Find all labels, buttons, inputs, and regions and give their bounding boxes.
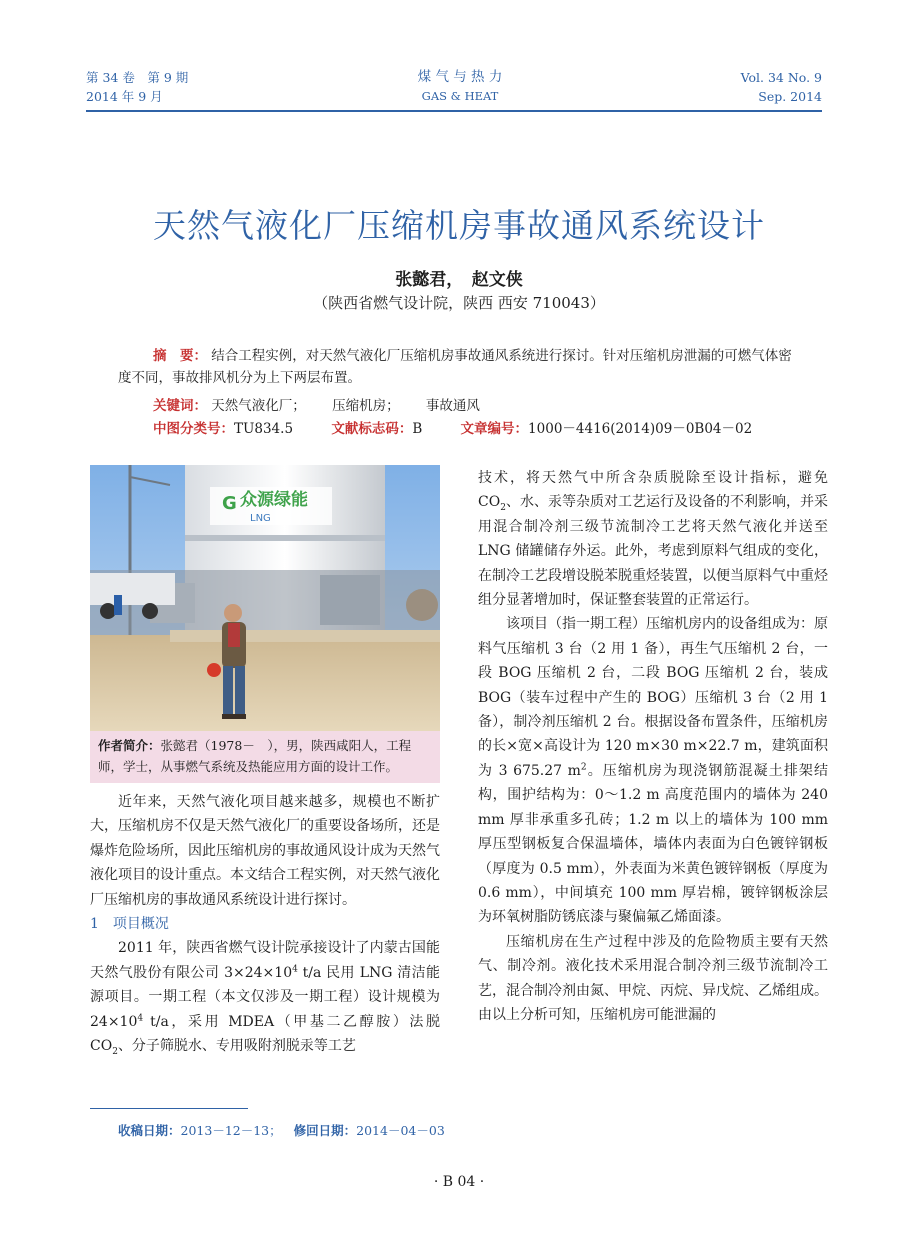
project-text-c: t/a，采用 MDEA（甲基二乙醇胺）法脱 CO <box>90 1013 440 1055</box>
sign-brand: 众源绿能 <box>240 490 308 510</box>
author-bio-label: 作者简介： <box>98 738 161 753</box>
project-sup-1: 4 <box>292 964 298 975</box>
author-bio <box>90 731 440 783</box>
process-paragraph <box>478 466 828 612</box>
header-rule <box>86 110 822 112</box>
journal-name-cn: 煤 气 与 热 力 <box>417 69 503 85</box>
issue-volume: 第 34 卷 第 9 期 <box>86 70 189 85</box>
journal-issue-cn <box>86 68 188 106</box>
keyword-1: 天然气液化厂； <box>211 398 306 414</box>
process-text-a: 技术，将天然气中所含杂质脱除至设计指标，避免 CO <box>478 470 828 511</box>
article-number-label: 文章编号： <box>460 421 529 437</box>
classification-row <box>153 418 752 440</box>
page-number: · B 04 · <box>433 1174 485 1190</box>
project-paragraph <box>90 936 440 1058</box>
project-text-d: 、分子筛脱水、专用吸附剂脱汞等工艺 <box>117 1038 356 1055</box>
tanker-truck <box>90 573 175 605</box>
article-number-value: 1000－4416(2014)09－0B04－02 <box>528 421 753 437</box>
section-heading-1: 1 项目概况 <box>90 916 169 933</box>
received-date: 2013－12－13； <box>180 1123 282 1138</box>
svg-text:G: G <box>222 493 237 514</box>
equipment-text-a: 该项目（指一期工程）压缩机房内的设备组成为：原料气压缩机 3 台（2 用 1 备），再生气压缩机 2 台，一段 BOG 压缩机 2 台，二段 BOG 压缩机 2 台，装成 BOG（装车过程中产生的 BOG）压缩机 3 台（2 用 1 备），制冷剂压缩机 2 台。根据设备布置条件，压缩机房的长×宽×高设计为 120 m×30 m×22.7 m，建筑面积为 3 675.27 m <box>478 616 828 779</box>
clc-label: 中图分类号： <box>153 421 234 437</box>
doc-code-label: 文献标志码： <box>331 421 413 437</box>
project-sub-1: 2 <box>112 1046 118 1057</box>
revised-date: 2014－04－03 <box>356 1123 445 1138</box>
keyword-2: 压缩机房； <box>332 398 400 414</box>
equipment-sup: 2 <box>580 762 587 773</box>
author-photo <box>90 465 440 731</box>
left-column <box>90 790 440 1058</box>
process-sub: 2 <box>500 503 506 514</box>
paper-title: 天然气液化厂压缩机房事故通风系统设计 <box>153 206 765 245</box>
abstract-text: 结合工程实例，对天然气液化厂压缩机房事故通风系统进行探讨。针对压缩机房泄漏的可燃气体密度不同，事故排风机分为上下两层布置。 <box>118 348 792 386</box>
equipment-text-b: 。压缩机房为现浇钢筋混凝土排架结构，围护结构为：0～1.2 m 高度范围内的墙体为 240 mm 厚非承重多孔砖；1.2 m 以上的墙体为 100 mm 厚压型钢板复合保温墙体，墙体内表面为白色镀锌钢板（厚度为 0.5 mm），外表面为米黄色镀锌钢板（厚度为 0.6 mm），中间填充 100 mm 厚岩棉，镀锌钢板涂层为环氧树脂防锈底漆与聚偏氟乙烯面漆。 <box>478 762 828 926</box>
issue-date: 2014 年 9 月 <box>86 89 163 104</box>
sign-sub: LNG <box>250 513 271 524</box>
project-text-a: 2011 年，陕西省燃气设计院承接设计了内蒙古国能天然气股份有限公司 3×24×10 <box>90 940 440 981</box>
right-column <box>478 466 828 1027</box>
issue-date-en: Sep. 2014 <box>758 89 822 104</box>
keyword-3: 事故通风 <box>425 398 480 414</box>
footnote-rule <box>90 1108 248 1109</box>
journal-name <box>380 68 540 106</box>
journal-issue-en <box>741 68 822 106</box>
project-sup-2: 4 <box>137 1013 144 1023</box>
abstract <box>118 345 800 389</box>
keywords-label: 关键词： <box>153 398 207 414</box>
clc-value: TU834.5 <box>234 421 294 437</box>
author-bio-text: 张懿君（1978－ ），男，陕西咸阳人，工程师，学士，从事燃气系统及热能应用方面的设计工作。 <box>98 738 412 774</box>
paper-affiliation: （陕西省燃气设计院，陕西 西安 710043） <box>313 294 605 312</box>
keywords <box>153 395 480 417</box>
project-text-b: t/a 民用 LNG 清洁能源项目。一期工程（本文仅涉及一期工程）设计规模为 24×10 <box>90 964 440 1030</box>
safety-helmet <box>207 663 221 677</box>
equipment-paragraph <box>478 612 828 929</box>
paper-authors: 张懿君， 赵文侠 <box>395 270 523 290</box>
received-label: 收稿日期： <box>118 1123 181 1138</box>
intro-paragraph: 近年来，天然气液化项目越来越多，规模也不断扩大，压缩机房不仅是天然气液化厂的重要设备场所，还是爆炸危险场所，因此压缩机房的事故通风设计成为天然气液化项目的设计重点。本文结合工程实例，对天然气液化厂压缩机房的事故通风系统设计进行探讨。 <box>90 794 440 908</box>
author-photo-illustration <box>90 465 440 731</box>
abstract-label: 摘 要： <box>153 348 207 364</box>
hazard-paragraph: 压缩机房在生产过程中涉及的危险物质主要有天然气、制冷剂。液化技术采用混合制冷剂三级节流制冷工艺，混合制冷剂由氮、甲烷、丙烷、异戊烷、乙烯组成。由以上分析可知，压缩机房可能泄漏的 <box>478 933 828 1023</box>
issue-volume-en: Vol. 34 No. 9 <box>740 70 822 85</box>
journal-name-en: GAS & HEAT <box>421 89 499 103</box>
footnote <box>118 1121 445 1139</box>
doc-code-value: B <box>412 421 423 437</box>
revised-label: 修回日期： <box>293 1123 357 1138</box>
process-text-b: 、水、汞等杂质对工艺运行及设备的不利影响，并采用混合制冷剂三级节流制冷工艺将天然气液化并送至 LNG 储罐储存外运。此外，考虑到原料气组成的变化，在制冷工艺段增设脱苯脱重烃装置，以便当原料气中重烃组分显著增加时，保证整套装置的正常运行。 <box>478 494 828 609</box>
